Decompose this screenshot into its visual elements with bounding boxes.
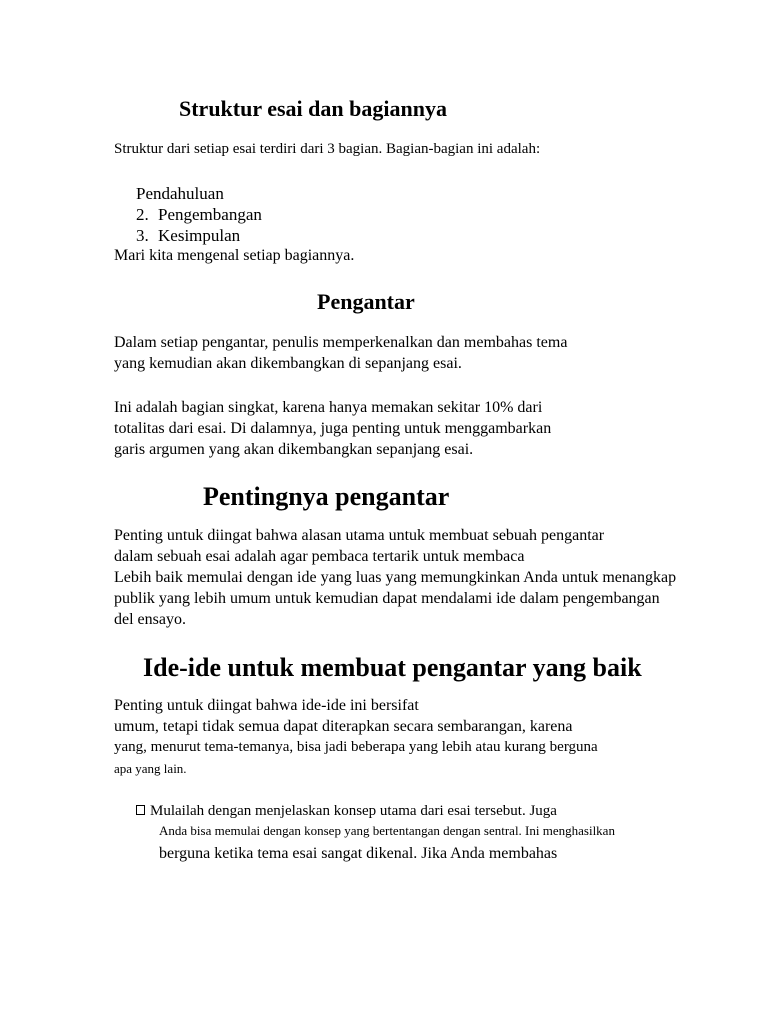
bullet-item — [136, 804, 557, 819]
bullet-text: Mulailah dengan menjelaskan konsep utama dari esai tersebut. Juga — [150, 803, 557, 819]
list-item-text: Kesimpulan — [158, 226, 241, 245]
list-item — [136, 227, 240, 244]
outro-paragraph: Mari kita mengenal setiap bagiannya. — [114, 247, 355, 264]
list-item-text: Pendahuluan — [136, 184, 224, 203]
list-item-text: Pengembangan — [158, 205, 262, 224]
paragraph-line: umum, tetapi tidak semua dapat diterapkan secara sembarangan, karena — [114, 718, 573, 735]
paragraph-line: yang kemudian akan dikembangkan di sepanjang esai. — [114, 355, 462, 372]
heading-pengantar: Pengantar — [317, 289, 415, 314]
heading-ide-ide: Ide-ide untuk membuat pengantar yang baik — [143, 653, 642, 682]
bullet-continuation: Anda bisa memulai dengan konsep yang bertentangan dengan sentral. Ini menghasilkan — [159, 823, 615, 838]
paragraph-line: garis argumen yang akan dikembangkan sepanjang esai. — [114, 441, 474, 458]
heading-struktur-esai: Struktur esai dan bagiannya — [179, 96, 447, 121]
bullet-continuation: berguna ketika tema esai sangat dikenal. Jika Anda membahas — [159, 845, 558, 862]
paragraph-line: Dalam setiap pengantar, penulis memperkenalkan dan membahas tema — [114, 334, 568, 351]
heading-pentingnya-pengantar: Pentingnya pengantar — [203, 482, 450, 511]
paragraph-line: Penting untuk diingat bahwa alasan utama untuk membuat sebuah pengantar — [114, 527, 605, 544]
paragraph-line: publik yang lebih umum untuk kemudian dapat mendalami ide dalam pengembangan — [114, 590, 660, 607]
paragraph-line: Lebih baik memulai dengan ide yang luas yang memungkinkan Anda untuk menangkap — [114, 569, 677, 586]
list-item — [136, 185, 224, 202]
checkbox-bullet-icon — [136, 805, 145, 815]
list-item-number: 2. — [136, 205, 149, 224]
paragraph-line: del ensayo. — [114, 611, 186, 628]
paragraph-line: dalam sebuah esai adalah agar pembaca tertarik untuk membaca — [114, 548, 525, 565]
intro-paragraph: Struktur dari setiap esai terdiri dari 3 bagian. Bagian-bagian ini adalah: — [114, 141, 541, 157]
list-item-number: 3. — [136, 226, 149, 245]
paragraph-line: Penting untuk diingat bahwa ide-ide ini bersifat — [114, 697, 419, 714]
list-item — [136, 206, 262, 223]
paragraph-line: yang, menurut tema-temanya, bisa jadi beberapa yang lebih atau kurang berguna — [114, 739, 598, 755]
paragraph-line: totalitas dari esai. Di dalamnya, juga penting untuk menggambarkan — [114, 420, 552, 437]
paragraph-line: Ini adalah bagian singkat, karena hanya memakan sekitar 10% dari — [114, 399, 543, 416]
paragraph-line: apa yang lain. — [114, 761, 187, 776]
